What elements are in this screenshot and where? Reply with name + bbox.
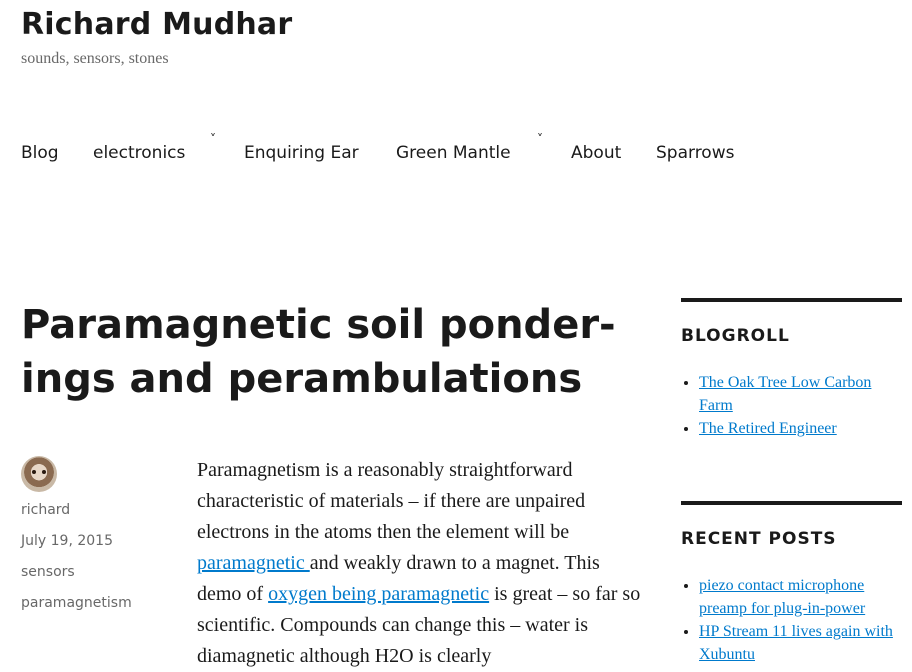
chevron-down-icon[interactable]: ˅ (537, 132, 543, 146)
post-content-text: and weakly drawn to a magnet. This demo of (197, 552, 600, 605)
avatar-eye (32, 470, 36, 474)
blogroll-widget (681, 298, 902, 437)
widget-title-blogroll: BLOGROLL (681, 326, 790, 346)
widget-divider (681, 501, 902, 505)
author-avatar[interactable] (21, 456, 57, 492)
oxygen-paramagnetic-link[interactable]: oxygen being paramagnetic (268, 583, 490, 605)
blogroll-list (681, 371, 902, 440)
nav-item-sparrows[interactable]: Sparrows (656, 143, 735, 163)
blogroll-link-oak-tree[interactable]: The Oak Tree Low Carbon Farm (699, 374, 872, 414)
list-item (699, 371, 902, 417)
list-item (699, 417, 902, 440)
paramagnetic-link[interactable]: paramagnetic (197, 552, 310, 574)
recent-post-link-hp-stream[interactable]: HP Stream 11 lives again with Xubuntu (699, 623, 893, 663)
chevron-down-icon[interactable]: ˅ (210, 132, 216, 146)
widget-divider (681, 298, 902, 302)
recent-posts-widget (681, 501, 902, 663)
post-title (21, 298, 641, 406)
post-content (197, 455, 642, 672)
post-meta (21, 456, 181, 611)
post-title-line: ings and perambulations (21, 356, 583, 402)
widget-title-recent-posts: RECENT POSTS (681, 529, 837, 549)
post-title-line: Paramagnetic soil ponder- (21, 302, 616, 348)
site-title[interactable]: Richard Mudhar (21, 7, 293, 42)
nav-item-green-mantle[interactable]: Green Mantle (396, 143, 511, 163)
blogroll-link-retired-engineer[interactable]: The Retired Engineer (699, 420, 837, 437)
nav-item-blog[interactable]: Blog (21, 143, 59, 163)
site-description: sounds, sensors, stones (21, 50, 169, 67)
list-item (699, 574, 902, 620)
recent-posts-list (681, 574, 902, 666)
post-tag-link[interactable]: paramagnetism (21, 595, 132, 611)
nav-item-about[interactable]: About (571, 143, 622, 163)
recent-post-link-piezo[interactable]: piezo contact microphone preamp for plug-in-power (699, 577, 866, 617)
post-author-link[interactable]: richard (21, 502, 71, 518)
avatar-eye (42, 470, 46, 474)
post-category-link[interactable]: sensors (21, 564, 75, 580)
nav-item-enquiring-ear[interactable]: Enquiring Ear (244, 143, 359, 163)
post-date-link[interactable]: July 19, 2015 (21, 533, 113, 549)
post-content-text: is great – so far so scientific. Compounds can change this – water is diamagnetic although H2O is clearly (197, 583, 641, 667)
list-item (699, 620, 902, 666)
post-content-text: Paramagnetism is a reasonably straightforward characteristic of materials – if there are unpaired electrons in the atoms then the element will be (197, 459, 586, 543)
nav-item-electronics[interactable]: electronics (93, 143, 186, 163)
